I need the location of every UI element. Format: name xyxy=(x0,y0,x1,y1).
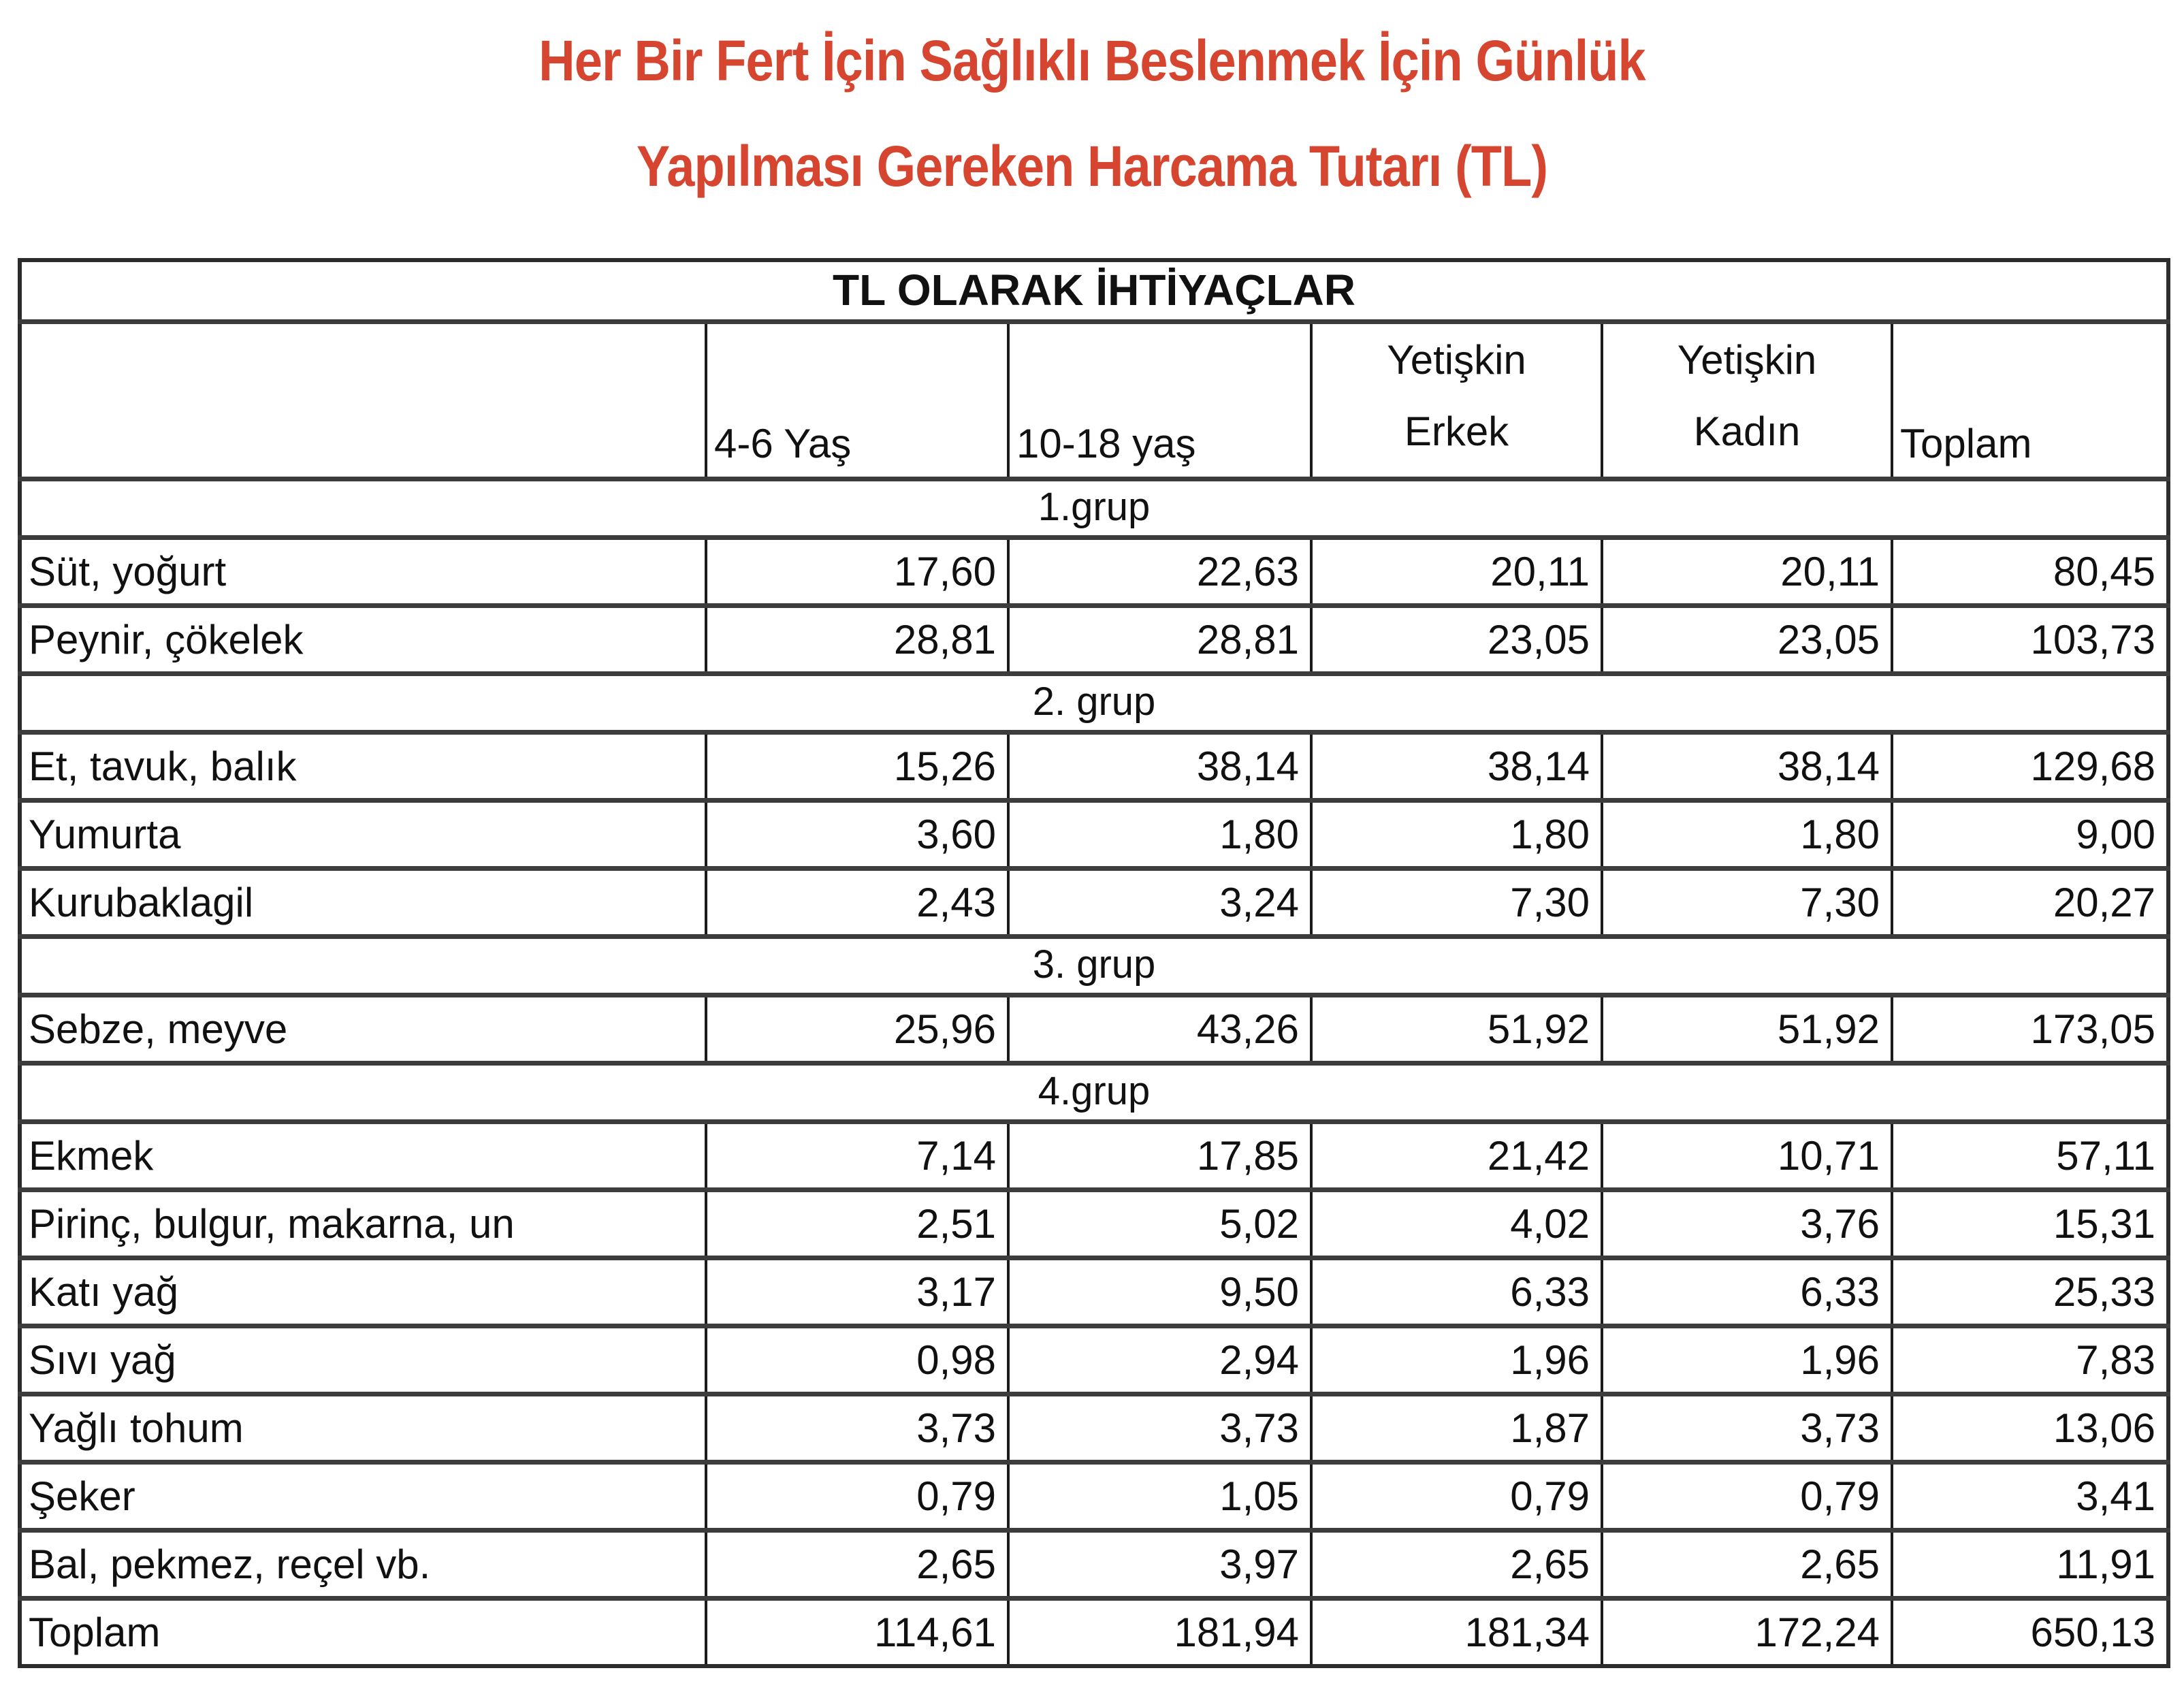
value-cell: 15,26 xyxy=(706,732,1008,800)
table-caption-row xyxy=(20,260,2168,322)
value-cell: 0,79 xyxy=(1311,1462,1602,1530)
value-cell: 7,30 xyxy=(1311,868,1602,936)
value-cell: 51,92 xyxy=(1602,995,1892,1063)
value-cell: 650,13 xyxy=(1892,1598,2168,1666)
value-cell: 5,02 xyxy=(1008,1189,1311,1258)
col-header-10-18-yas: 10-18 yaş xyxy=(1008,321,1311,479)
group-label-1: 1.grup xyxy=(1038,484,1151,529)
value-cell: 25,33 xyxy=(1892,1258,2168,1326)
table-caption: TL OLARAK İHTİYAÇLAR xyxy=(833,265,1355,315)
value-cell: 51,92 xyxy=(1311,995,1602,1063)
value-cell: 1,96 xyxy=(1311,1326,1602,1394)
table-row xyxy=(20,995,2168,1063)
row-label: Sıvı yağ xyxy=(29,1337,176,1383)
value-cell: 4,02 xyxy=(1311,1189,1602,1258)
value-cell: 0,79 xyxy=(1602,1462,1892,1530)
value-cell: 13,06 xyxy=(1892,1394,2168,1462)
value-cell: 15,31 xyxy=(1892,1189,2168,1258)
value-cell: 20,11 xyxy=(1602,537,1892,605)
value-cell: 129,68 xyxy=(1892,732,2168,800)
value-cell: 80,45 xyxy=(1892,537,2168,605)
value-cell: 1,80 xyxy=(1602,800,1892,868)
value-cell: 1,96 xyxy=(1602,1326,1892,1394)
table-row xyxy=(20,537,2168,605)
value-cell: 181,94 xyxy=(1008,1598,1311,1666)
page-title-line-1: Her Bir Fert İçin Sağlıklı Beslenmek İçin Günlük xyxy=(539,29,1645,93)
table-row xyxy=(20,800,2168,868)
empty-header-cell xyxy=(20,321,706,479)
value-cell: 23,05 xyxy=(1311,605,1602,673)
value-cell: 3,73 xyxy=(1008,1394,1311,1462)
value-cell: 3,24 xyxy=(1008,868,1311,936)
value-cell: 2,65 xyxy=(1602,1530,1892,1598)
group-header-row xyxy=(20,1063,2168,1121)
row-label: Şeker xyxy=(29,1473,135,1519)
value-cell: 0,98 xyxy=(706,1326,1008,1394)
table-row xyxy=(20,1189,2168,1258)
row-label: Toplam xyxy=(29,1610,161,1656)
value-cell: 114,61 xyxy=(706,1598,1008,1666)
col-header-line: Yetişkin xyxy=(1677,336,1817,383)
value-cell: 28,81 xyxy=(1008,605,1311,673)
value-cell: 21,42 xyxy=(1311,1121,1602,1189)
row-label: Süt, yoğurt xyxy=(29,548,227,594)
value-cell: 38,14 xyxy=(1311,732,1602,800)
col-header-yetiskin-kadin xyxy=(1602,321,1892,479)
col-header-line: Kadın xyxy=(1693,408,1801,454)
value-cell: 2,65 xyxy=(706,1530,1008,1598)
group-label-4: 4.grup xyxy=(1038,1068,1151,1113)
value-cell: 38,14 xyxy=(1008,732,1311,800)
row-label: Yağlı tohum xyxy=(29,1405,244,1451)
value-cell: 181,34 xyxy=(1311,1598,1602,1666)
value-cell: 25,96 xyxy=(706,995,1008,1063)
value-cell: 1,80 xyxy=(1311,800,1602,868)
expenses-table xyxy=(18,258,2170,1669)
table-row xyxy=(20,1394,2168,1462)
value-cell: 38,14 xyxy=(1602,732,1892,800)
value-cell: 3,73 xyxy=(1602,1394,1892,1462)
value-cell: 2,43 xyxy=(706,868,1008,936)
page-title-line-2: Yapılması Gereken Harcama Tutarı (TL) xyxy=(636,134,1548,199)
row-label: Yumurta xyxy=(29,811,181,857)
col-header-line: Yetişkin xyxy=(1387,336,1526,383)
value-cell: 1,87 xyxy=(1311,1394,1602,1462)
value-cell: 2,65 xyxy=(1311,1530,1602,1598)
value-cell: 20,11 xyxy=(1311,537,1602,605)
row-label: Peynir, çökelek xyxy=(29,616,304,662)
row-label: Pirinç, bulgur, makarna, un xyxy=(29,1200,515,1247)
column-header-row xyxy=(20,321,2168,479)
group-label-3: 3. grup xyxy=(1032,942,1156,987)
row-label: Katı yağ xyxy=(29,1268,179,1315)
value-cell: 11,91 xyxy=(1892,1530,2168,1598)
table-row xyxy=(20,1326,2168,1394)
value-cell: 6,33 xyxy=(1311,1258,1602,1326)
value-cell: 10,71 xyxy=(1602,1121,1892,1189)
col-header-4-6-yas: 4-6 Yaş xyxy=(706,321,1008,479)
value-cell: 57,11 xyxy=(1892,1121,2168,1189)
value-cell: 2,51 xyxy=(706,1189,1008,1258)
value-cell: 1,05 xyxy=(1008,1462,1311,1530)
table-row xyxy=(20,1258,2168,1326)
value-cell: 9,50 xyxy=(1008,1258,1311,1326)
value-cell: 173,05 xyxy=(1892,995,2168,1063)
value-cell: 3,17 xyxy=(706,1258,1008,1326)
value-cell: 1,80 xyxy=(1008,800,1311,868)
table-row xyxy=(20,1121,2168,1189)
row-label: Kurubaklagil xyxy=(29,879,254,925)
group-label-2: 2. grup xyxy=(1032,679,1156,724)
col-header-line: Erkek xyxy=(1404,408,1509,454)
value-cell: 3,60 xyxy=(706,800,1008,868)
total-row xyxy=(20,1598,2168,1666)
value-cell: 3,76 xyxy=(1602,1189,1892,1258)
value-cell: 43,26 xyxy=(1008,995,1311,1063)
group-header-row xyxy=(20,479,2168,537)
value-cell: 9,00 xyxy=(1892,800,2168,868)
row-label: Bal, pekmez, reçel vb. xyxy=(29,1541,431,1587)
value-cell: 17,60 xyxy=(706,537,1008,605)
value-cell: 20,27 xyxy=(1892,868,2168,936)
page-title xyxy=(0,8,2184,220)
col-header-toplam: Toplam xyxy=(1892,321,2168,479)
row-label: Ekmek xyxy=(29,1132,154,1179)
value-cell: 7,83 xyxy=(1892,1326,2168,1394)
value-cell: 22,63 xyxy=(1008,537,1311,605)
group-header-row xyxy=(20,673,2168,732)
row-label: Sebze, meyve xyxy=(29,1006,288,1052)
value-cell: 3,97 xyxy=(1008,1530,1311,1598)
table-row xyxy=(20,732,2168,800)
value-cell: 103,73 xyxy=(1892,605,2168,673)
value-cell: 0,79 xyxy=(706,1462,1008,1530)
value-cell: 17,85 xyxy=(1008,1121,1311,1189)
group-header-row xyxy=(20,936,2168,995)
value-cell: 6,33 xyxy=(1602,1258,1892,1326)
table-row xyxy=(20,1462,2168,1530)
col-header-yetiskin-erkek xyxy=(1311,321,1602,479)
value-cell: 3,73 xyxy=(706,1394,1008,1462)
value-cell: 7,30 xyxy=(1602,868,1892,936)
value-cell: 23,05 xyxy=(1602,605,1892,673)
value-cell: 172,24 xyxy=(1602,1598,1892,1666)
table-row xyxy=(20,605,2168,673)
table-row xyxy=(20,868,2168,936)
table-row xyxy=(20,1530,2168,1598)
value-cell: 3,41 xyxy=(1892,1462,2168,1530)
value-cell: 7,14 xyxy=(706,1121,1008,1189)
row-label: Et, tavuk, balık xyxy=(29,743,297,789)
value-cell: 2,94 xyxy=(1008,1326,1311,1394)
value-cell: 28,81 xyxy=(706,605,1008,673)
